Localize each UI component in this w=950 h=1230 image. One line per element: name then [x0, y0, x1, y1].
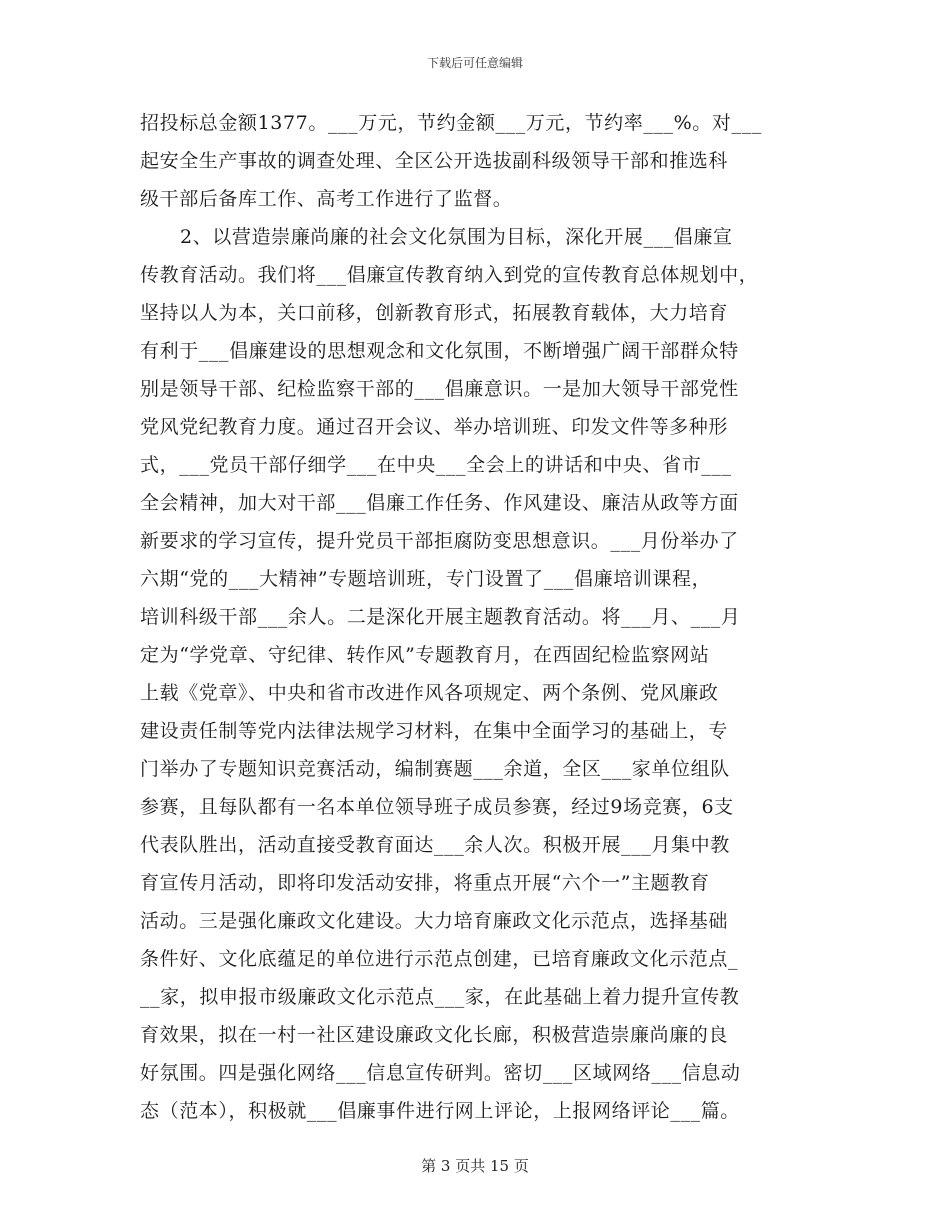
- text-line: 培训科级干部___余人。二是深化开展主题教育活动。将___月、___月: [140, 606, 741, 628]
- text-line: 起安全生产事故的调查处理、全区公开选拔副科级领导干部和推选科: [140, 150, 729, 172]
- paragraph-start-line: 2、以营造崇廉尚廉的社会文化氛围为目标，深化开展___倡廉宣: [180, 226, 733, 248]
- text-line: 好氛围。四是强化网络___信息宣传研判。密切___区域网络___信息动: [140, 1062, 741, 1084]
- text-line: 六期“党的___大精神”专题培训班，专门设置了___倡廉培训课程，: [140, 568, 712, 590]
- text-line: 新要求的学习宣传，提升党员干部拒腐防变思想意识。___月份举办了: [140, 530, 739, 552]
- text-line: 坚持以人为本，关口前移，创新教育形式，拓展教育载体，大力培育: [140, 302, 729, 324]
- text-line: 式，___党员干部仔细学___在中央___全会上的讲话和中央、省市___: [140, 454, 732, 476]
- text-line: 别是领导干部、纪检监察干部的___倡廉意识。一是加大领导干部党性: [140, 378, 739, 400]
- text-line: 级干部后备库工作、高考工作进行了监督。: [140, 188, 513, 210]
- text-line: 建设责任制等党内法律法规学习材料，在集中全面学习的基础上，专: [140, 720, 729, 742]
- text-line: 上载《党章》、中央和省市改进作风各项规定、两个条例、党风廉政: [140, 682, 719, 704]
- text-line: 参赛，且每队都有一名本单位领导班子成员参赛，经过9场竞赛，6支: [140, 796, 734, 818]
- text-line: 有利于___倡廉建设的思想观念和文化氛围，不断增强广阔干部群众特: [140, 340, 739, 362]
- text-line: 全会精神，加大对干部___倡廉工作任务、作风建设、廉洁从政等方面: [140, 492, 739, 514]
- text-line: 门举办了专题知识竞赛活动，编制赛题___余道，全区___家单位组队: [140, 758, 730, 780]
- page-number: 第 3 页共 15 页: [421, 1157, 529, 1175]
- text-line: 党风党纪教育力度。通过召开会议、举办培训班、印发文件等多种形: [140, 416, 729, 438]
- text-line: 代表队胜出，活动直接受教育面达___余人次。积极开展___月集中教: [140, 834, 730, 856]
- text-line: 条件好、文化底蕴足的单位进行示范点创建，已培育廉政文化示范点_: [140, 948, 739, 970]
- text-line: 态（范本），积极就___倡廉事件进行网上评论，上报网络评论___篇。: [140, 1100, 740, 1122]
- text-line: __家，拟申报市级廉政文化示范点___家，在此基础上着力提升宣传教: [140, 986, 740, 1008]
- text-line: 定为“学党章、守纪律、转作风”专题教育月，在西固纪检监察网站: [140, 644, 710, 666]
- text-line: 传教育活动。我们将___倡廉宣传教育纳入到党的宣传教育总体规划中，: [140, 264, 759, 286]
- page-header: 下载后可任意编辑: [426, 56, 523, 70]
- document-body: [140, 104, 820, 1130]
- text-line: 育效果，拟在一村一社区建设廉政文化长廊，积极营造崇廉尚廉的良: [140, 1024, 729, 1046]
- text-line: 育宣传月活动，即将印发活动安排，将重点开展“六个一”主题教育: [140, 872, 710, 894]
- text-line: 活动。三是强化廉政文化建设。大力培育廉政文化示范点，选择基础: [140, 910, 729, 932]
- text-line: 招投标总金额1377。___万元，节约金额___万元，节约率___%。对___: [140, 112, 762, 134]
